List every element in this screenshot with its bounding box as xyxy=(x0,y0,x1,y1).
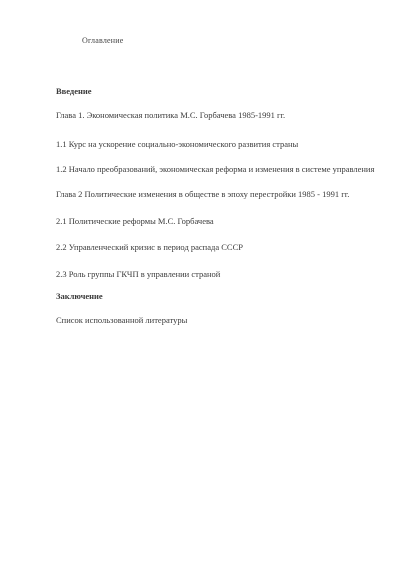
toc-entry-section-1-1: 1.1 Курс на ускорение социально-экономического развития страны xyxy=(56,139,299,149)
toc-entry-bibliography: Список использованной литературы xyxy=(56,315,188,325)
toc-entry-section-2-2: 2.2 Управленческий кризис в период распада СССР xyxy=(56,242,243,252)
toc-entry-section-2-1: 2.1 Политические реформы М.С. Горбачева xyxy=(56,216,214,226)
toc-entry-section-2-3: 2.3 Роль группы ГКЧП в управлении страной xyxy=(56,269,221,279)
toc-heading: Оглавление xyxy=(82,36,124,45)
toc-entry-conclusion: Заключение xyxy=(56,291,103,301)
toc-entry-section-1-2: 1.2 Начало преобразований, экономическая реформа и изменения в системе управления xyxy=(56,164,375,174)
toc-entry-chapter-2: Глава 2 Политические изменения в обществе в эпоху перестройки 1985 - 1991 гг. xyxy=(56,189,350,199)
toc-entry-chapter-1: Глава 1. Экономическая политика М.С. Горбачева 1985-1991 гг. xyxy=(56,110,286,120)
table-of-contents xyxy=(56,86,381,326)
toc-entry-introduction: Введение xyxy=(56,86,92,96)
